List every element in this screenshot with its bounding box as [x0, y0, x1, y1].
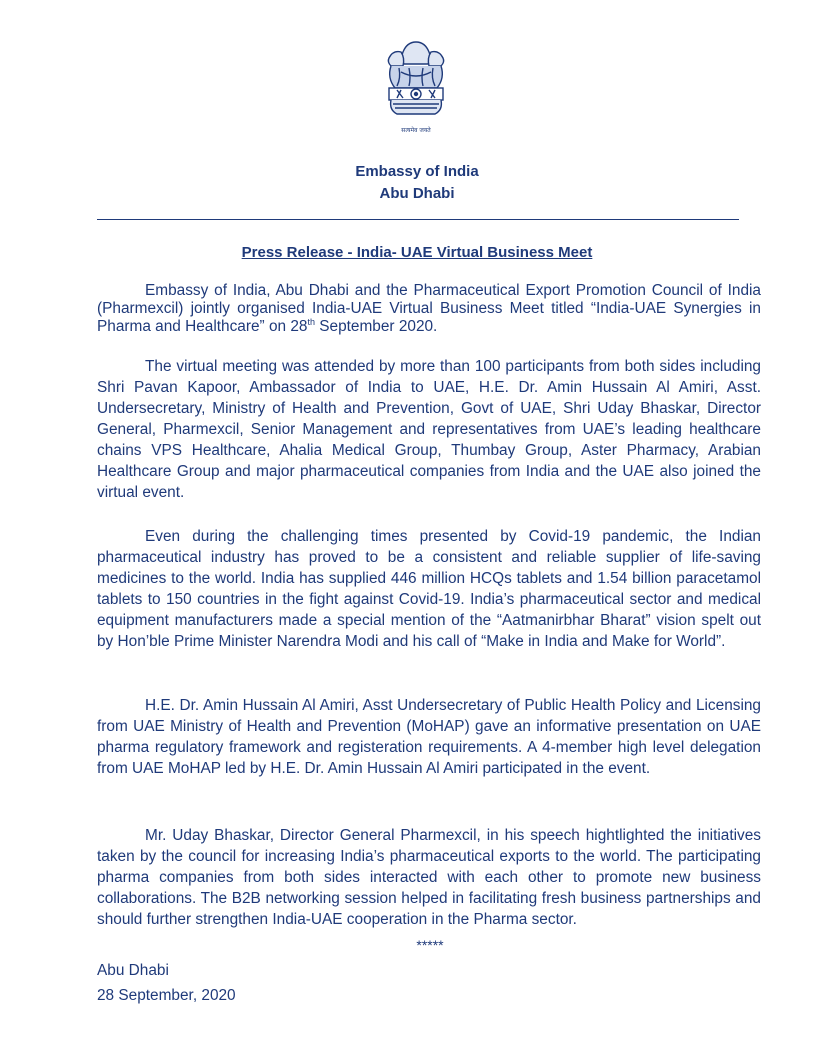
signoff-place: Abu Dhabi	[97, 962, 169, 979]
paragraph-3: Even during the challenging times presented by Covid-19 pandemic, the Indian pharmaceutical industry has proved to be a consistent and reliable supplier of life-saving medicines to the world. India has supplied 446 million HCQs tablets and 1.54 billion paracetamol tablets to 150 countries in the fight against Covid-19. India’s pharmaceutical sector and medical equipment manufacturers made a special mention of the “Aatmanirbhar Bharat” vision spelt out by Hon’ble Prime Minister Narendra Modi and his call of “Make in India and Make for World”.	[97, 528, 761, 650]
end-marker: *****	[416, 937, 444, 953]
embassy-city: Abu Dhabi	[379, 185, 455, 202]
signoff-date: 28 September, 2020	[97, 987, 236, 1004]
header-divider	[97, 219, 739, 220]
press-release-title: Press Release - India- UAE Virtual Business Meet	[241, 244, 593, 261]
paragraph-1: Embassy of India, Abu Dhabi and the Pharmaceutical Export Promotion Council of India (Pharmexcil) jointly organised India-UAE Virtual Business Meet titled “India-UAE Synergies in Pharma and Healthcare” on 28th September 2020.	[97, 282, 761, 335]
ashoka-emblem-icon	[381, 38, 451, 138]
paragraph-5: Mr. Uday Bhaskar, Director General Pharmexcil, in his speech hightlighted the initiatives taken by the council for increasing India’s pharmaceutical exports to the world. The participating pharma companies from both sides interacted with each other to promote new business collaborations. The B2B networking session helped in facilitating fresh business partnerships and should further strengthen India-UAE cooperation in the Pharma sector.	[97, 827, 761, 928]
svg-text:सत्यमेव जयते: सत्यमेव जयते	[401, 127, 431, 134]
embassy-name: Embassy of India	[355, 163, 479, 180]
paragraph-4: H.E. Dr. Amin Hussain Al Amiri, Asst Undersecretary of Public Health Policy and Licensing from UAE Ministry of Health and Prevention (MoHAP) gave an informative presentation on UAE pharma regulatory framework and registeration requirements. A 4-member high level delegation from UAE MoHAP led by H.E. Dr. Amin Hussain Al Amiri participated in the event.	[97, 697, 761, 777]
paragraph-2: The virtual meeting was attended by more than 100 participants from both sides including Shri Pavan Kapoor, Ambassador of India to UAE, H.E. Dr. Amin Hussain Al Amiri, Asst. Undersecretary, Ministry of Health and Prevention, Govt of UAE, Shri Uday Bhaskar, Director General, Pharmexcil, Senior Management and representatives from UAE’s leading healthcare chains VPS Healthcare, Ahalia Medical Group, Thumbay Group, Aster Pharmacy, Arabian Healthcare Group and major pharmaceutical companies from India and the UAE also joined the virtual event.	[97, 358, 761, 501]
